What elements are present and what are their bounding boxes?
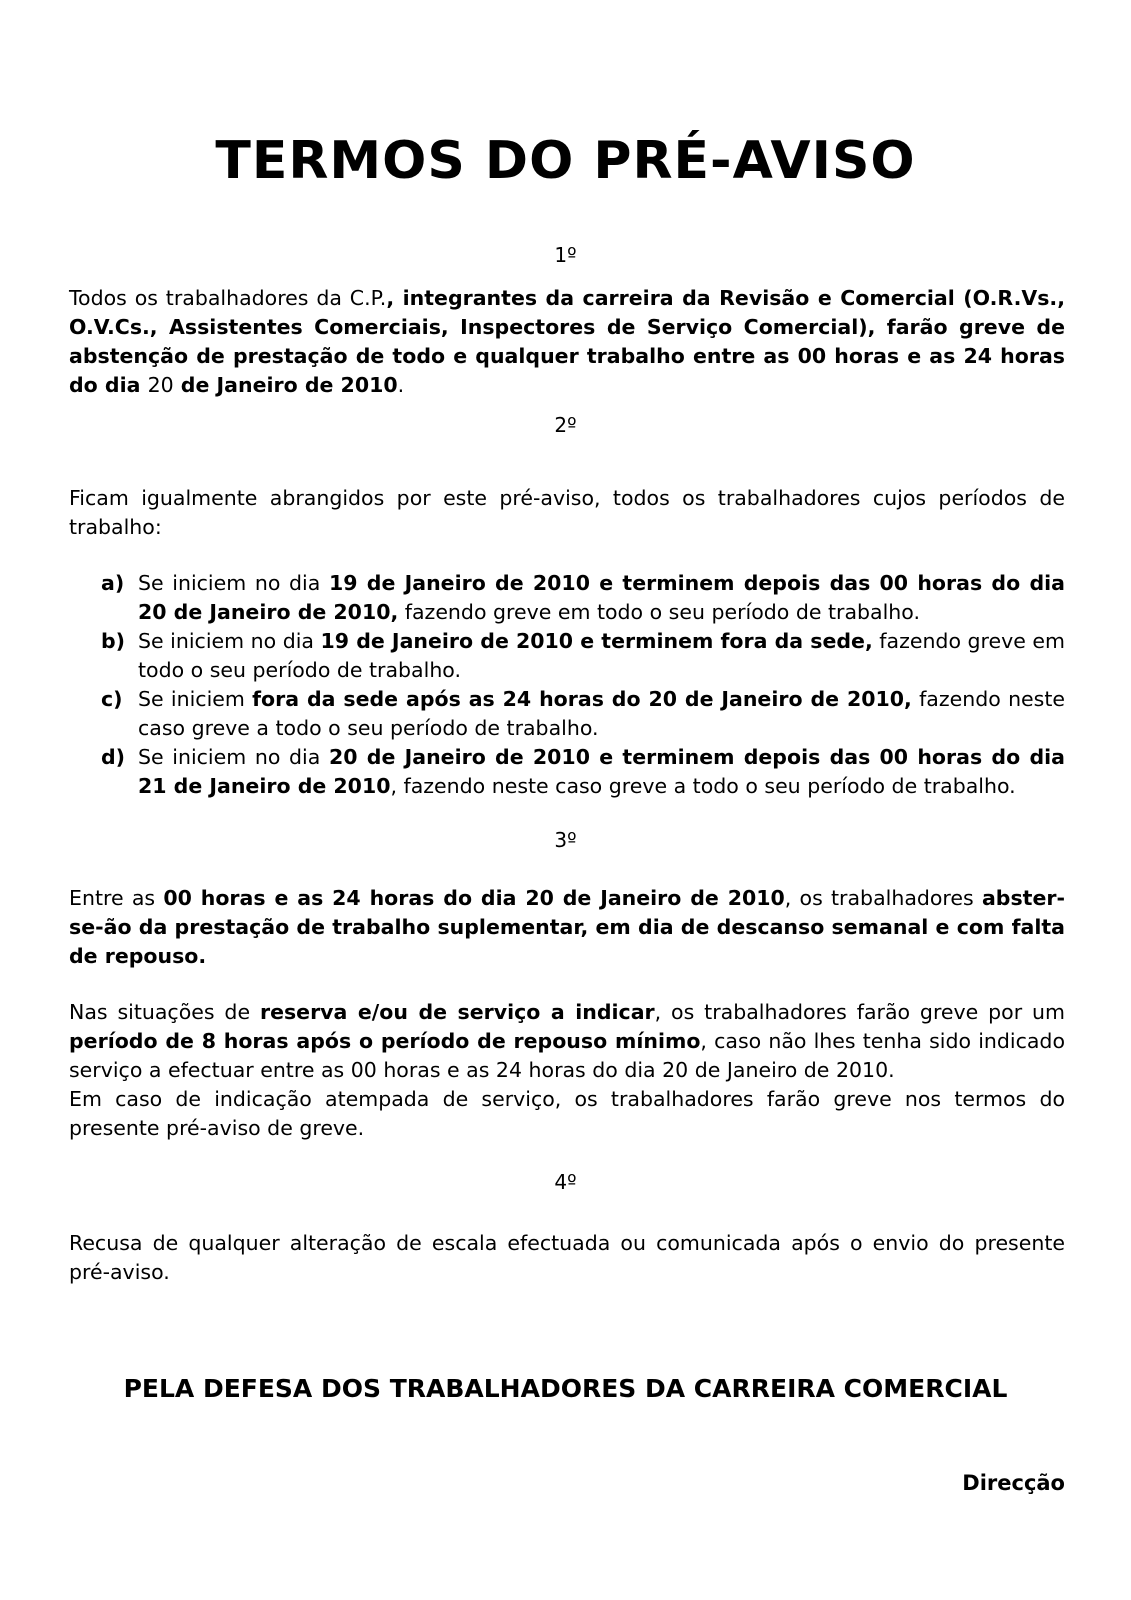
section-3-paragraph-2 [69,998,1065,1085]
signature: Direcção [962,1471,1065,1495]
section-3-paragraph-3: Em caso de indicação atempada de serviço, os trabalhadores farão greve nos termos do presente pré-aviso de greve. [69,1087,1065,1140]
list-item [101,627,1065,685]
section-2-intro: Ficam igualmente abrangidos por este pré-aviso, todos os trabalhadores cujos períodos de trabalho: [69,486,1065,539]
section-3-p1-text-d: abster-se-ão da prestação de trabalho suplementar, em dia de descanso semanal e com falta de repouso. [69,886,1065,968]
section-2-list [101,569,1065,801]
list-item-bold: fora da sede após as 24 horas do 20 de Janeiro de 2010, [252,687,912,711]
section-3-p1-text-b: 00 horas e as 24 horas do dia 20 de Janeiro de 2010 [163,886,785,910]
list-item-bold: 20 de Janeiro de 2010 e terminem depois das 00 horas do dia 21 de Janeiro de 2010 [138,745,1065,798]
section-3-p2-text-a: Nas situações de [69,1000,260,1024]
list-item-bold: 19 de Janeiro de 2010 e terminem depois das 00 horas do dia 20 de Janeiro de 2010, [138,571,1065,624]
section-1-text-a: Todos os trabalhadores da C.P. [69,286,387,310]
section-3-p2-text-d: período de 8 horas após o período de repouso mínimo [69,1029,701,1053]
section-1-number: 1º [554,243,577,267]
section-4-number: 4º [554,1170,577,1194]
list-item [101,685,1065,743]
list-item-text: Se iniciem no dia [138,571,329,595]
list-item [101,569,1065,627]
section-3-p1-text-c: , os trabalhadores [784,886,982,910]
list-item-mark: a) [101,571,125,595]
section-3-p2-text-b: reserva e/ou de serviço a indicar [259,1000,655,1024]
section-3-p1-text-a: Entre as [69,886,164,910]
list-item-text: fazendo neste caso greve a todo o seu período de trabalho. [138,687,1066,740]
list-item-mark: d) [101,745,126,769]
section-1-paragraph [69,284,1065,400]
list-item-text: , fazendo neste caso greve a todo o seu período de trabalho. [390,774,1016,798]
list-item-text: Se iniciem no dia [138,745,329,769]
section-4-paragraph: Recusa de qualquer alteração de escala efectuada ou comunicada após o envio do presente pré-aviso. [69,1231,1065,1284]
list-item [101,743,1065,801]
closing-motto: PELA DEFESA DOS TRABALHADORES DA CARREIRA COMERCIAL [123,1374,1008,1403]
section-1-text-b: , integrantes da carreira da Revisão e Comercial (O.R.Vs., O.V.Cs., Assistentes Comerciais, Inspectores de Serviço Comercial), farão greve de abstenção de prestação de todo e qualquer trabalho entre as 00 horas e as 24 horas do dia [69,286,1066,397]
document-title: TERMOS DO PRÉ-AVISO [215,131,916,191]
list-item-text: Se iniciem no dia [138,629,321,653]
list-item-bold: 19 de Janeiro de 2010 e terminem fora da sede, [320,629,873,653]
section-3-p2-text-e: , caso não lhes tenha sido indicado serviço a efectuar entre as 00 horas e as 24 horas do dia 20 de Janeiro de 2010. [69,1029,1065,1082]
list-item-mark: c) [101,687,123,711]
section-3-paragraph-1 [69,884,1065,971]
section-1-text-d: de Janeiro de 2010 [173,373,398,397]
section-3-p2-text-c: , os trabalhadores farão greve por um [654,1000,1066,1024]
section-1-text-c: 20 [147,373,174,397]
section-2-number: 2º [554,413,577,437]
list-item-text: fazendo greve em todo o seu período de trabalho. [138,629,1065,682]
section-3-number: 3º [554,828,577,852]
section-1-text-e: . [397,373,405,397]
list-item-text: Se iniciem [138,687,253,711]
list-item-text: fazendo greve em todo o seu período de trabalho. [398,600,920,624]
list-item-mark: b) [101,629,126,653]
